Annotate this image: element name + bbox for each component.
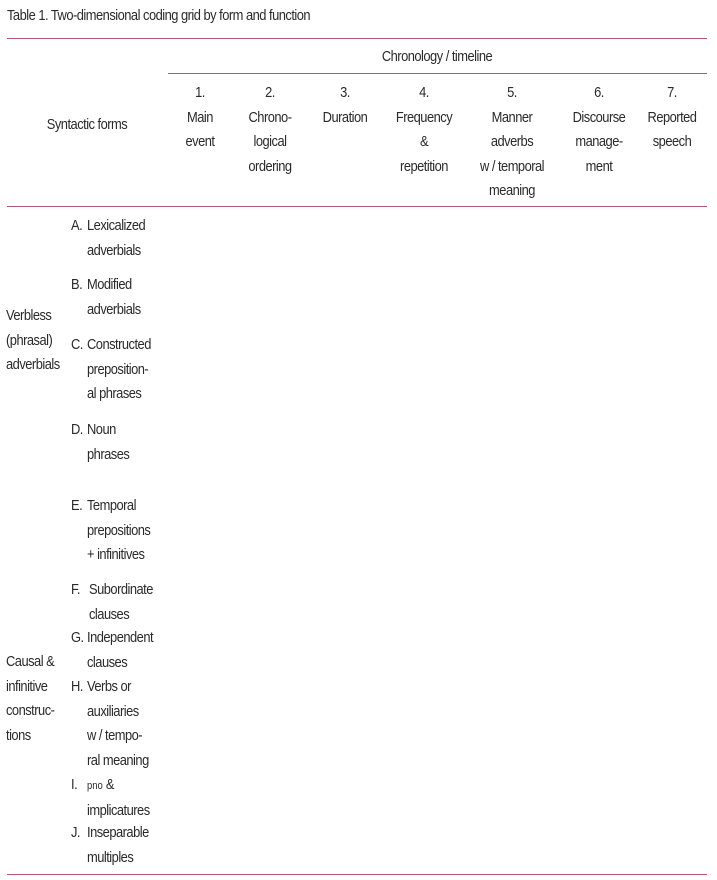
form-name-i: pno & implicatures	[87, 776, 150, 819]
form-name-a: Lexicalized adverbials	[87, 217, 146, 259]
form-letter-h: H.	[71, 678, 83, 695]
column-header-6: 6. Discourse manage- ment	[572, 84, 626, 175]
form-letter-e: E.	[71, 497, 83, 514]
form-letter-b: B.	[71, 276, 83, 293]
form-letter-a: A.	[71, 217, 83, 234]
header-bottom-rule	[7, 206, 707, 207]
column-header-4: 4. Frequency & repetition	[395, 84, 453, 175]
group-label-causal: Causal & infinitive construc- tions	[6, 653, 55, 744]
column-header-3: 3. Duration	[322, 84, 368, 126]
column-group-header: Chronology / timeline	[381, 48, 493, 65]
form-name-g: Independent clauses	[87, 629, 154, 671]
form-name-j: Inseparable multiples	[87, 824, 149, 866]
form-name-d: Noun phrases	[87, 421, 130, 463]
form-name-b: Modified adverbials	[87, 276, 141, 318]
column-header-7: 7. Reported speech	[647, 84, 697, 150]
form-letter-d: D.	[71, 421, 83, 438]
form-letter-f: F.	[71, 581, 81, 598]
form-letter-i: I.	[71, 776, 78, 793]
form-name-c: Constructed preposition- al phrases	[87, 336, 151, 402]
table-caption: Table 1. Two-dimensional coding grid by form and function	[7, 7, 311, 24]
form-letter-j: J.	[71, 824, 81, 841]
form-letter-g: G.	[71, 629, 84, 646]
column-header-1: 1. Main event	[185, 84, 215, 150]
bottom-rule	[7, 874, 707, 875]
column-group-rule	[168, 73, 707, 74]
form-name-h: Verbs or auxiliaries w / tempo- ral meaning	[87, 678, 149, 769]
form-letter-c: C.	[71, 336, 83, 353]
form-name-e: Temporal prepositions + infinitives	[87, 497, 151, 563]
form-name-f: Subordinate clauses	[89, 581, 153, 623]
column-header-5: 5. Manner adverbs w / temporal meaning	[479, 84, 545, 199]
top-rule	[7, 38, 707, 39]
column-header-2: 2. Chrono- logical ordering	[248, 84, 292, 175]
row-header: Syntactic forms	[46, 116, 128, 133]
pno-abbreviation: pno	[87, 780, 103, 792]
group-label-verbless: Verbless (phrasal) adverbials	[6, 307, 60, 373]
